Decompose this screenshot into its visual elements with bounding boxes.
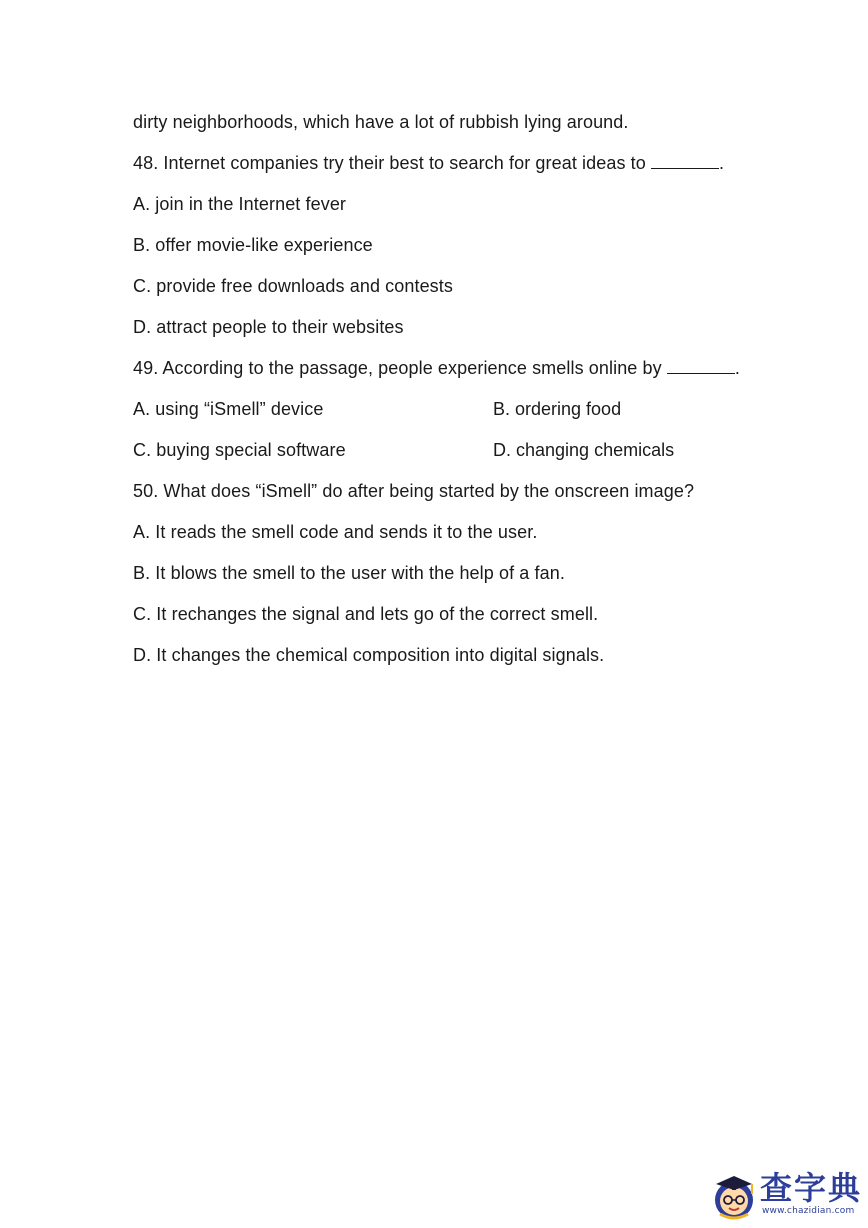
mascot-logo-icon bbox=[708, 1170, 760, 1222]
question-48-option-d: D. attract people to their websites bbox=[133, 317, 404, 337]
question-48-option-b: B. offer movie-like experience bbox=[133, 235, 373, 255]
answer-blank bbox=[651, 152, 719, 169]
watermark-url: www.chazidian.com bbox=[762, 1206, 855, 1216]
question-48-option-a: A. join in the Internet fever bbox=[133, 194, 347, 214]
chazidian-watermark bbox=[708, 1166, 864, 1224]
question-49-option-c: C. buying special software bbox=[133, 440, 346, 460]
question-49-option-b: B. ordering food bbox=[493, 399, 622, 419]
question-50-option-b: B. It blows the smell to the user with the help of a fan. bbox=[133, 563, 565, 583]
question-48-text: 48. Internet companies try their best to search for great ideas to bbox=[133, 153, 651, 173]
question-48-stem bbox=[133, 151, 724, 175]
answer-blank bbox=[667, 357, 735, 374]
question-49-option-a: A. using “iSmell” device bbox=[133, 399, 324, 419]
question-50-option-c: C. It rechanges the signal and lets go of the correct smell. bbox=[133, 604, 599, 624]
question-50-stem: 50. What does “iSmell” do after being started by the onscreen image? bbox=[133, 481, 695, 501]
question-48-option-c: C. provide free downloads and contests bbox=[133, 276, 453, 296]
question-49-stem bbox=[133, 356, 740, 380]
question-50-option-a: A. It reads the smell code and sends it to the user. bbox=[133, 522, 538, 542]
question-49-option-d: D. changing chemicals bbox=[493, 440, 675, 460]
question-49-end: . bbox=[734, 358, 740, 378]
question-50-option-d: D. It changes the chemical composition into digital signals. bbox=[133, 645, 605, 665]
question-49-text: 49. According to the passage, people experience smells online by bbox=[133, 358, 667, 378]
watermark-brand-text: 查字典 bbox=[760, 1169, 863, 1207]
passage-continuation: dirty neighborhoods, which have a lot of rubbish lying around. bbox=[133, 112, 629, 132]
question-48-end: . bbox=[718, 153, 725, 173]
